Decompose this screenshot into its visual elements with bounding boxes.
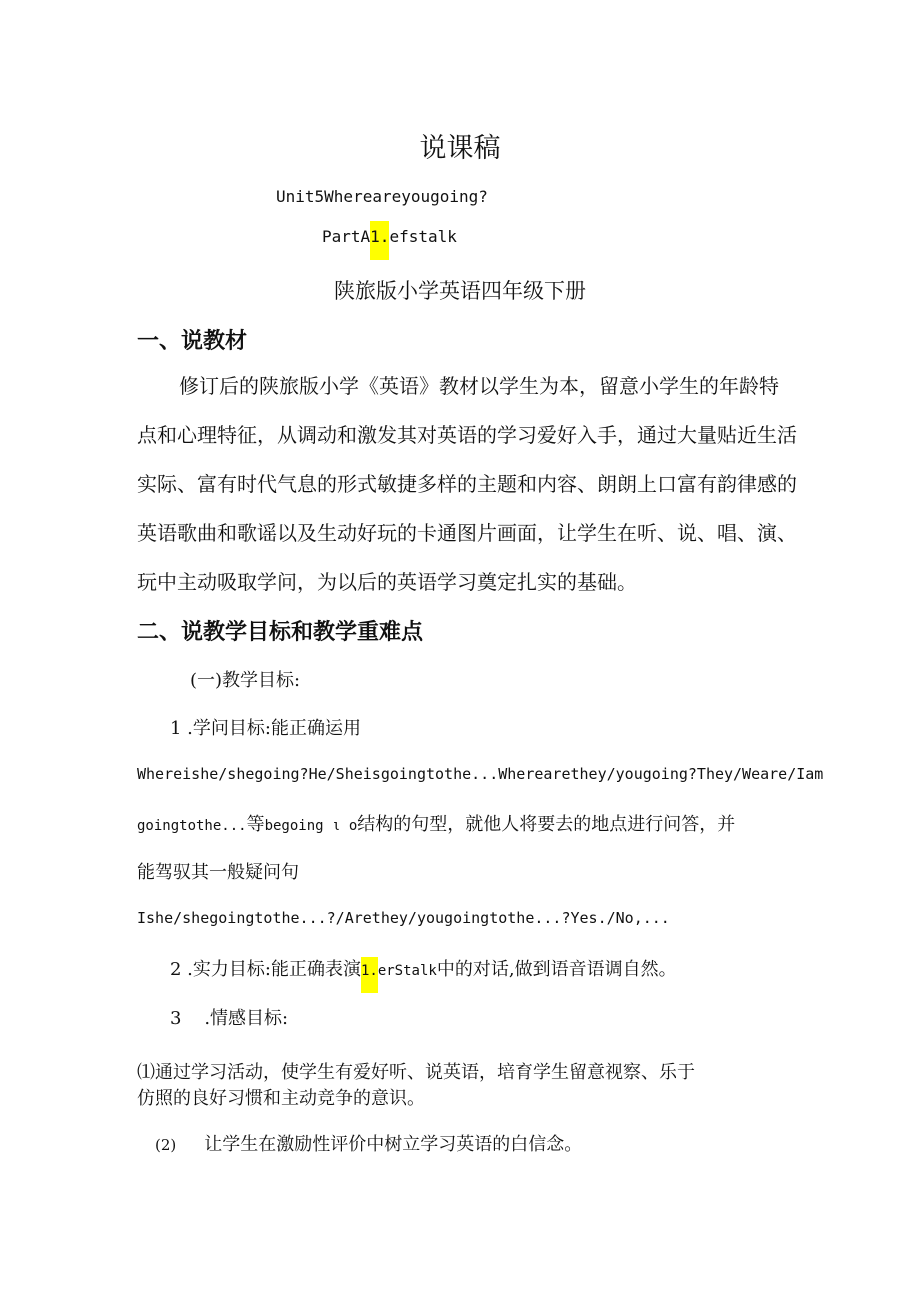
emotion-point-1-line-2: 仿照的良好习惯和主动竞争的意识。 [137, 1088, 425, 1109]
line3-mid: 等 [246, 814, 265, 835]
part-prefix: PartA [322, 227, 371, 246]
point2-text: 让学生在激励性评价中树立学习英语的白信念。 [204, 1134, 583, 1155]
ability-suffix: 中的对话,做到语音语调自然。 [436, 959, 677, 980]
emotion-goal: 3 .情感目标: [170, 1008, 289, 1029]
line3-cn: 结构的句型，就他人将要去的地点进行问答，并 [357, 814, 736, 835]
question-line: 能驾驭其一般疑问句 [137, 862, 299, 883]
question-pattern-line: Ishe/shegoingtothe...?/Arethey/yougoingtothe...?Yes./No,... [137, 909, 670, 927]
ability-prefix: 2 .实力目标:能正确表演 [170, 959, 361, 980]
knowledge-goal: 1 .学问目标:能正确运用 [170, 718, 361, 739]
part-title [322, 227, 457, 246]
subtitle: 陕旅版小学英语四年级下册 [334, 279, 586, 303]
line3-en2: begoing ι o [264, 818, 358, 834]
page-title: 说课稿 [419, 133, 501, 164]
section1-heading: 一、说教材 [137, 329, 248, 354]
part-highlight: 1. [370, 221, 389, 260]
unit-title: Unit5Whereareyougoing? [276, 187, 488, 206]
sentence-structure-line [137, 810, 735, 836]
section2-heading: 二、说教学目标和教学重难点 [137, 620, 424, 645]
emotion-point-2 [155, 1130, 582, 1156]
point2-number: (2) [155, 1136, 177, 1154]
ability-mid: erStalk [377, 963, 437, 979]
sentence-pattern-line: Whereishe/shegoing?He/Sheisgoingtothe...Wherearethey/yougoing?They/Weare/Iam [137, 765, 824, 783]
section1-paragraph: 修订后的陕旅版小学《英语》教材以学生为本，留意小学生的年龄特点和心理特征，从调动和激发其对英语的学习爱好入手，通过大量贴近生活实际、富有时代气息的形式敏捷多样的主题和内容、朗朗上口富有韵律感的英语歌曲和歌谣以及生动好玩的卡通图片画面，让学生在听、说、唱、演、玩中主动吸取学问，为以后的英语学习奠定扎实的基础。 [137, 374, 797, 594]
part-suffix: efstalk [389, 227, 457, 246]
goals-heading: (一)教学目标: [190, 670, 301, 691]
ability-highlight: 1. [361, 957, 378, 993]
emotion-point-1-line-1: ⑴通过学习活动，使学生有爱好听、说英语，培育学生留意视察、乐于 [137, 1062, 695, 1083]
ability-goal [170, 955, 677, 981]
line3-en: goingtothe... [137, 818, 247, 834]
